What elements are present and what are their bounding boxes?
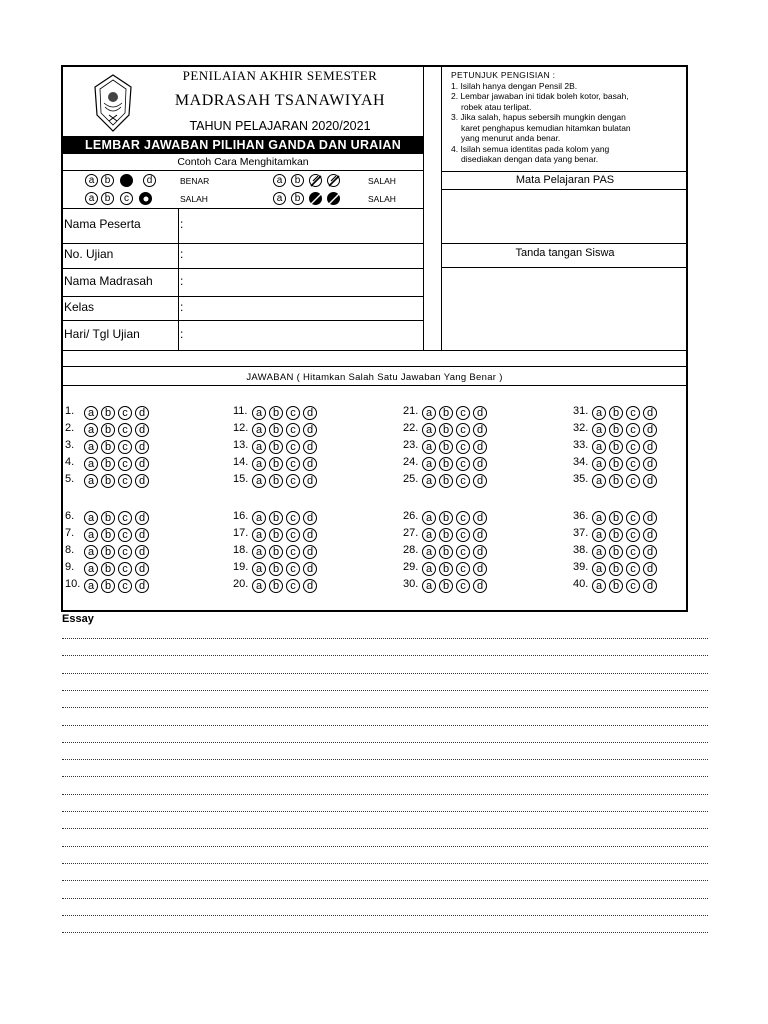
answer-bubble-d[interactable]: d xyxy=(303,474,317,488)
essay-line[interactable] xyxy=(62,742,708,743)
answer-number: 19. xyxy=(233,561,249,573)
essay-line[interactable] xyxy=(62,863,708,864)
answer-bubble-a[interactable]: a xyxy=(84,528,98,542)
answer-bubble-c[interactable]: c xyxy=(286,406,300,420)
field-kelas: Kelas xyxy=(64,300,95,314)
answer-bubble-b[interactable]: b xyxy=(269,579,283,593)
answer-bubble-d[interactable]: d xyxy=(303,511,317,525)
answer-number: 29. xyxy=(403,561,419,573)
answer-number: 14. xyxy=(233,456,249,468)
example-bubble-filled xyxy=(120,174,133,187)
answer-bubble-d[interactable]: d xyxy=(135,440,149,454)
answer-number: 21. xyxy=(403,405,419,417)
divider xyxy=(63,170,423,171)
answer-bubble-b[interactable]: b xyxy=(439,579,453,593)
answer-number: 5. xyxy=(65,473,75,485)
title-semester: PENILAIAN AKHIR SEMESTER xyxy=(182,68,378,83)
example-bubble-crossed xyxy=(327,174,340,187)
answer-bubble-c[interactable]: c xyxy=(456,423,470,437)
answer-bubble-a[interactable]: a xyxy=(422,440,436,454)
answer-bubble-c[interactable]: c xyxy=(456,406,470,420)
answer-number: 25. xyxy=(403,473,419,485)
example-bubble: a xyxy=(273,174,286,187)
answer-bubble-a[interactable]: a xyxy=(84,545,98,559)
field-nama-peserta: Nama Peserta xyxy=(64,217,141,231)
essay-line[interactable] xyxy=(62,725,708,726)
answer-bubble-c[interactable]: c xyxy=(286,545,300,559)
divider xyxy=(441,189,686,190)
answer-bubble-d[interactable]: d xyxy=(135,406,149,420)
answer-bubble-a[interactable]: a xyxy=(592,423,606,437)
answer-bubble-b[interactable]: b xyxy=(101,440,115,454)
example-label-salah: SALAH xyxy=(368,194,396,204)
answer-bubble-b[interactable]: b xyxy=(439,545,453,559)
answer-bubble-b[interactable]: b xyxy=(439,457,453,471)
answer-bubble-b[interactable]: b xyxy=(101,457,115,471)
answer-bubble-b[interactable]: b xyxy=(101,423,115,437)
answer-bubble-a[interactable]: a xyxy=(592,562,606,576)
answer-bubble-d[interactable]: d xyxy=(473,528,487,542)
essay-line[interactable] xyxy=(62,880,708,881)
essay-label: Essay xyxy=(62,613,94,625)
instruction-line: 2. Lembar jawaban ini tidak boleh kotor, basah, xyxy=(451,91,629,101)
answer-bubble-c[interactable]: c xyxy=(118,511,132,525)
field-nama-madrasah: Nama Madrasah xyxy=(64,274,153,288)
answer-bubble-b[interactable]: b xyxy=(269,545,283,559)
answer-bubble-c[interactable]: c xyxy=(626,579,640,593)
answer-bubble-b[interactable]: b xyxy=(609,457,623,471)
answer-number: 23. xyxy=(403,439,419,451)
field-hari-tgl: Hari/ Tgl Ujian xyxy=(64,327,140,341)
essay-line[interactable] xyxy=(62,811,708,812)
answer-bubble-c[interactable]: c xyxy=(118,406,132,420)
essay-line[interactable] xyxy=(62,690,708,691)
answer-bubble-a[interactable]: a xyxy=(84,511,98,525)
answer-bubble-c[interactable]: c xyxy=(118,474,132,488)
divider xyxy=(63,243,423,244)
answer-bubble-a[interactable]: a xyxy=(592,457,606,471)
answer-bubble-c[interactable]: c xyxy=(626,562,640,576)
answer-bubble-d[interactable]: d xyxy=(473,457,487,471)
answer-bubble-d[interactable]: d xyxy=(473,579,487,593)
answer-bubble-c[interactable]: c xyxy=(626,511,640,525)
answer-number: 31. xyxy=(573,405,589,417)
divider xyxy=(178,208,179,350)
answer-bubble-b[interactable]: b xyxy=(439,406,453,420)
answer-bubble-a[interactable]: a xyxy=(592,406,606,420)
answer-bubble-c[interactable]: c xyxy=(626,528,640,542)
answer-number: 27. xyxy=(403,527,419,539)
answer-bubble-d[interactable]: d xyxy=(303,562,317,576)
answer-bubble-b[interactable]: b xyxy=(609,474,623,488)
example-bubble-crossed xyxy=(309,192,322,205)
answer-bubble-d[interactable]: d xyxy=(643,579,657,593)
answer-bubble-a[interactable]: a xyxy=(422,528,436,542)
answer-bubble-d[interactable]: d xyxy=(135,562,149,576)
answer-bubble-c[interactable]: c xyxy=(118,528,132,542)
divider xyxy=(423,67,424,350)
answer-number: 26. xyxy=(403,510,419,522)
divider xyxy=(441,67,442,350)
answer-number: 28. xyxy=(403,544,419,556)
answer-bubble-b[interactable]: b xyxy=(269,406,283,420)
answer-bubble-d[interactable]: d xyxy=(135,511,149,525)
answer-bubble-d[interactable]: d xyxy=(643,528,657,542)
answer-bubble-c[interactable]: c xyxy=(118,562,132,576)
answer-bubble-b[interactable]: b xyxy=(609,528,623,542)
instruction-line: 4. Isilah semua identitas pada kolom yang xyxy=(451,143,610,154)
field-colon: : xyxy=(180,247,184,261)
answer-bubble-a[interactable]: a xyxy=(252,474,266,488)
answer-bubble-a[interactable]: a xyxy=(422,545,436,559)
instruction-line: 3. Jika salah, hapus sebersih mungkin dengan xyxy=(451,112,626,122)
answer-bubble-c[interactable]: c xyxy=(626,440,640,454)
answer-bubble-b[interactable]: b xyxy=(439,562,453,576)
example-bubble-partial xyxy=(139,192,152,205)
answer-bubble-d[interactable]: d xyxy=(473,423,487,437)
answer-bubble-a[interactable]: a xyxy=(84,457,98,471)
answer-bubble-a[interactable]: a xyxy=(422,579,436,593)
answer-bubble-c[interactable]: c xyxy=(286,457,300,471)
answer-bubble-a[interactable]: a xyxy=(422,457,436,471)
answer-bubble-a[interactable]: a xyxy=(84,406,98,420)
divider xyxy=(441,171,686,172)
answer-bubble-d[interactable]: d xyxy=(643,562,657,576)
answer-number: 8. xyxy=(65,544,75,556)
answer-bubble-c[interactable]: c xyxy=(456,511,470,525)
essay-line[interactable] xyxy=(62,932,708,933)
answer-bubble-b[interactable]: b xyxy=(609,440,623,454)
answer-bubble-c[interactable]: c xyxy=(118,545,132,559)
answer-bubble-d[interactable]: d xyxy=(643,423,657,437)
answer-bubble-b[interactable]: b xyxy=(101,579,115,593)
answer-bubble-b[interactable]: b xyxy=(439,440,453,454)
answer-bubble-a[interactable]: a xyxy=(422,423,436,437)
instruction-line: karet penghapus kemudian hitamkan bulatan xyxy=(461,122,631,133)
answer-number: 20. xyxy=(233,578,249,590)
answer-bubble-a[interactable]: a xyxy=(252,457,266,471)
answer-bubble-c[interactable]: c xyxy=(626,406,640,420)
answer-bubble-d[interactable]: d xyxy=(473,545,487,559)
answer-number: 9. xyxy=(65,561,75,573)
answer-bubble-c[interactable]: c xyxy=(456,457,470,471)
answer-bubble-d[interactable]: d xyxy=(303,528,317,542)
answer-bubble-b[interactable]: b xyxy=(439,511,453,525)
answer-bubble-b[interactable]: b xyxy=(269,474,283,488)
answer-bubble-b[interactable]: b xyxy=(101,562,115,576)
answer-number: 16. xyxy=(233,510,249,522)
answer-bubble-a[interactable]: a xyxy=(252,579,266,593)
answer-bubble-b[interactable]: b xyxy=(609,423,623,437)
answer-bubble-d[interactable]: d xyxy=(643,545,657,559)
answer-bubble-d[interactable]: d xyxy=(473,562,487,576)
answer-bubble-c[interactable]: c xyxy=(286,440,300,454)
answer-bubble-a[interactable]: a xyxy=(592,545,606,559)
answer-number: 38. xyxy=(573,544,589,556)
essay-line[interactable] xyxy=(62,915,708,916)
answer-bubble-a[interactable]: a xyxy=(252,406,266,420)
answer-bubble-b[interactable]: b xyxy=(269,423,283,437)
example-label-benar: BENAR xyxy=(180,176,210,186)
answer-bubble-d[interactable]: d xyxy=(303,440,317,454)
essay-line[interactable] xyxy=(62,898,708,899)
answer-bubble-b[interactable]: b xyxy=(269,440,283,454)
divider xyxy=(63,208,423,209)
answer-bubble-a[interactable]: a xyxy=(592,579,606,593)
answer-bubble-a[interactable]: a xyxy=(252,440,266,454)
answer-number: 15. xyxy=(233,473,249,485)
essay-line[interactable] xyxy=(62,759,708,760)
essay-line[interactable] xyxy=(62,673,708,674)
essay-line[interactable] xyxy=(62,846,708,847)
school-year: TAHUN PELAJARAN 2020/2021 xyxy=(189,119,371,133)
field-no-ujian: No. Ujian xyxy=(64,247,114,261)
answer-bubble-b[interactable]: b xyxy=(609,579,623,593)
answer-number: 35. xyxy=(573,473,589,485)
answer-number: 10. xyxy=(65,578,81,590)
answer-bubble-d[interactable]: d xyxy=(643,457,657,471)
answer-bubble-c[interactable]: c xyxy=(626,545,640,559)
answer-bubble-d[interactable]: d xyxy=(135,474,149,488)
essay-line[interactable] xyxy=(62,794,708,795)
example-bubble: a xyxy=(273,192,286,205)
answer-bubble-d[interactable]: d xyxy=(135,545,149,559)
field-colon: : xyxy=(180,327,184,341)
divider xyxy=(63,296,423,297)
answer-bubble-a[interactable]: a xyxy=(422,562,436,576)
answer-bubble-b[interactable]: b xyxy=(439,474,453,488)
answer-bubble-a[interactable]: a xyxy=(84,579,98,593)
answer-bubble-d[interactable]: d xyxy=(473,511,487,525)
answer-bubble-c[interactable]: c xyxy=(456,562,470,576)
answer-number: 12. xyxy=(233,422,249,434)
answer-number: 4. xyxy=(65,456,75,468)
answer-bubble-a[interactable]: a xyxy=(592,511,606,525)
answer-bubble-d[interactable]: d xyxy=(643,406,657,420)
instruction-line: 1. Isilah hanya dengan Pensil 2B. xyxy=(451,80,578,91)
answer-sheet xyxy=(61,65,688,612)
divider xyxy=(441,243,686,244)
example-label-salah: SALAH xyxy=(368,176,396,186)
answer-number: 7. xyxy=(65,527,75,539)
answer-bubble-c[interactable]: c xyxy=(456,579,470,593)
answer-bubble-d[interactable]: d xyxy=(643,440,657,454)
answer-number: 2. xyxy=(65,422,75,434)
title-madrasah: MADRASAH TSANAWIYAH xyxy=(174,92,386,109)
answer-number: 39. xyxy=(573,561,589,573)
answer-number: 40. xyxy=(573,578,589,590)
answer-bubble-b[interactable]: b xyxy=(101,511,115,525)
answer-bubble-d[interactable]: d xyxy=(135,423,149,437)
instruction-line: yang menurut anda benar. xyxy=(461,133,561,143)
answer-bubble-d[interactable]: d xyxy=(473,474,487,488)
example-bubble: a xyxy=(85,174,98,187)
answer-number: 3. xyxy=(65,439,75,451)
answer-bubble-a[interactable]: a xyxy=(252,423,266,437)
answer-number: 34. xyxy=(573,456,589,468)
answer-bubble-d[interactable]: d xyxy=(643,511,657,525)
answer-bubble-a[interactable]: a xyxy=(252,511,266,525)
answer-bubble-d[interactable]: d xyxy=(303,579,317,593)
example-bubble: b xyxy=(101,174,114,187)
answer-bubble-a[interactable]: a xyxy=(84,474,98,488)
answer-bubble-b[interactable]: b xyxy=(269,562,283,576)
answer-bubble-a[interactable]: a xyxy=(592,474,606,488)
divider xyxy=(441,267,686,268)
answer-bubble-c[interactable]: c xyxy=(456,474,470,488)
answer-number: 18. xyxy=(233,544,249,556)
answer-bubble-c[interactable]: c xyxy=(456,528,470,542)
answer-bubble-b[interactable]: b xyxy=(439,423,453,437)
field-colon: : xyxy=(180,300,184,314)
example-bubble: b xyxy=(291,174,304,187)
answer-bubble-a[interactable]: a xyxy=(252,545,266,559)
answer-bubble-b[interactable]: b xyxy=(101,406,115,420)
example-bubble: b xyxy=(101,192,114,205)
essay-line[interactable] xyxy=(62,655,708,656)
answer-bubble-c[interactable]: c xyxy=(286,423,300,437)
answer-bubble-b[interactable]: b xyxy=(269,457,283,471)
example-bubble: d xyxy=(143,174,156,187)
example-caption: Contoh Cara Menghitamkan xyxy=(177,156,309,168)
answer-number: 22. xyxy=(403,422,419,434)
answer-bubble-c[interactable]: c xyxy=(118,579,132,593)
divider xyxy=(63,350,686,351)
answer-bubble-d[interactable]: d xyxy=(303,545,317,559)
answer-bubble-a[interactable]: a xyxy=(252,562,266,576)
answer-bubble-b[interactable]: b xyxy=(609,562,623,576)
answer-bubble-d[interactable]: d xyxy=(643,474,657,488)
answer-bubble-d[interactable]: d xyxy=(135,528,149,542)
answer-bubble-c[interactable]: c xyxy=(456,545,470,559)
instructions-title: PETUNJUK PENGISIAN : xyxy=(451,70,556,80)
answer-bubble-d[interactable]: d xyxy=(473,406,487,420)
answer-bubble-b[interactable]: b xyxy=(609,511,623,525)
example-bubble: b xyxy=(291,192,304,205)
answer-number: 1. xyxy=(65,405,75,417)
example-bubble: a xyxy=(85,192,98,205)
essay-line[interactable] xyxy=(62,828,708,829)
signature-label: Tanda tangan Siswa xyxy=(515,247,615,259)
answers-title: JAWABAN ( Hitamkan Salah Satu Jawaban Yang Benar ) xyxy=(246,372,503,383)
instructions xyxy=(451,70,687,165)
answer-bubble-a[interactable]: a xyxy=(84,562,98,576)
answer-bubble-b[interactable]: b xyxy=(609,406,623,420)
answer-bubble-c[interactable]: c xyxy=(286,562,300,576)
answer-bubble-a[interactable]: a xyxy=(422,406,436,420)
answer-bubble-a[interactable]: a xyxy=(252,528,266,542)
madrasah-logo-icon xyxy=(91,73,135,135)
answer-bubble-c[interactable]: c xyxy=(118,440,132,454)
divider xyxy=(63,385,686,386)
answer-number: 17. xyxy=(233,527,249,539)
example-label-salah: SALAH xyxy=(180,194,208,204)
answer-bubble-d[interactable]: d xyxy=(303,423,317,437)
answer-bubble-a[interactable]: a xyxy=(592,440,606,454)
answer-number: 30. xyxy=(403,578,419,590)
essay-line[interactable] xyxy=(62,776,708,777)
example-bubble-crossed xyxy=(327,192,340,205)
answer-bubble-d[interactable]: d xyxy=(303,406,317,420)
example-bubble-crossed xyxy=(309,174,322,187)
answer-bubble-c[interactable]: c xyxy=(286,474,300,488)
example-bubble: c xyxy=(120,192,133,205)
answer-bubble-b[interactable]: b xyxy=(269,528,283,542)
answer-bubble-b[interactable]: b xyxy=(101,545,115,559)
answer-number: 33. xyxy=(573,439,589,451)
subject-label: Mata Pelajaran PAS xyxy=(515,174,615,186)
answer-bubble-c[interactable]: c xyxy=(626,423,640,437)
answer-bubble-d[interactable]: d xyxy=(473,440,487,454)
answer-bubble-b[interactable]: b xyxy=(439,528,453,542)
answer-bubble-a[interactable]: a xyxy=(592,528,606,542)
answer-number: 11. xyxy=(233,405,248,417)
answer-bubble-b[interactable]: b xyxy=(101,474,115,488)
answer-bubble-c[interactable]: c xyxy=(118,423,132,437)
answer-number: 13. xyxy=(233,439,249,451)
answer-number: 24. xyxy=(403,456,419,468)
answer-number: 36. xyxy=(573,510,589,522)
answer-bubble-d[interactable]: d xyxy=(135,457,149,471)
instruction-line: robek atau terlipat. xyxy=(461,101,532,112)
answer-bubble-a[interactable]: a xyxy=(84,423,98,437)
field-colon: : xyxy=(180,217,184,231)
answer-bubble-c[interactable]: c xyxy=(286,528,300,542)
answer-bubble-c[interactable]: c xyxy=(626,457,640,471)
answer-bubble-b[interactable]: b xyxy=(269,511,283,525)
answer-bubble-a[interactable]: a xyxy=(422,474,436,488)
essay-line[interactable] xyxy=(62,638,708,639)
instruction-line: disediakan dengan data yang benar. xyxy=(461,154,599,164)
answer-bubble-c[interactable]: c xyxy=(456,440,470,454)
answer-number: 6. xyxy=(65,510,75,522)
answer-bubble-d[interactable]: d xyxy=(303,457,317,471)
answer-bubble-c[interactable]: c xyxy=(626,474,640,488)
answer-bubble-c[interactable]: c xyxy=(286,511,300,525)
answer-number: 37. xyxy=(573,527,589,539)
answer-bubble-b[interactable]: b xyxy=(609,545,623,559)
answer-bubble-d[interactable]: d xyxy=(135,579,149,593)
answer-bubble-a[interactable]: a xyxy=(422,511,436,525)
divider xyxy=(63,268,423,269)
essay-line[interactable] xyxy=(62,707,708,708)
divider xyxy=(63,366,686,367)
answer-bubble-b[interactable]: b xyxy=(101,528,115,542)
answer-number: 32. xyxy=(573,422,589,434)
answer-bubble-c[interactable]: c xyxy=(118,457,132,471)
sheet-banner: LEMBAR JAWABAN PILIHAN GANDA DAN URAIAN xyxy=(63,136,423,154)
field-colon: : xyxy=(180,274,184,288)
divider xyxy=(63,320,423,321)
answer-bubble-c[interactable]: c xyxy=(286,579,300,593)
answer-bubble-a[interactable]: a xyxy=(84,440,98,454)
